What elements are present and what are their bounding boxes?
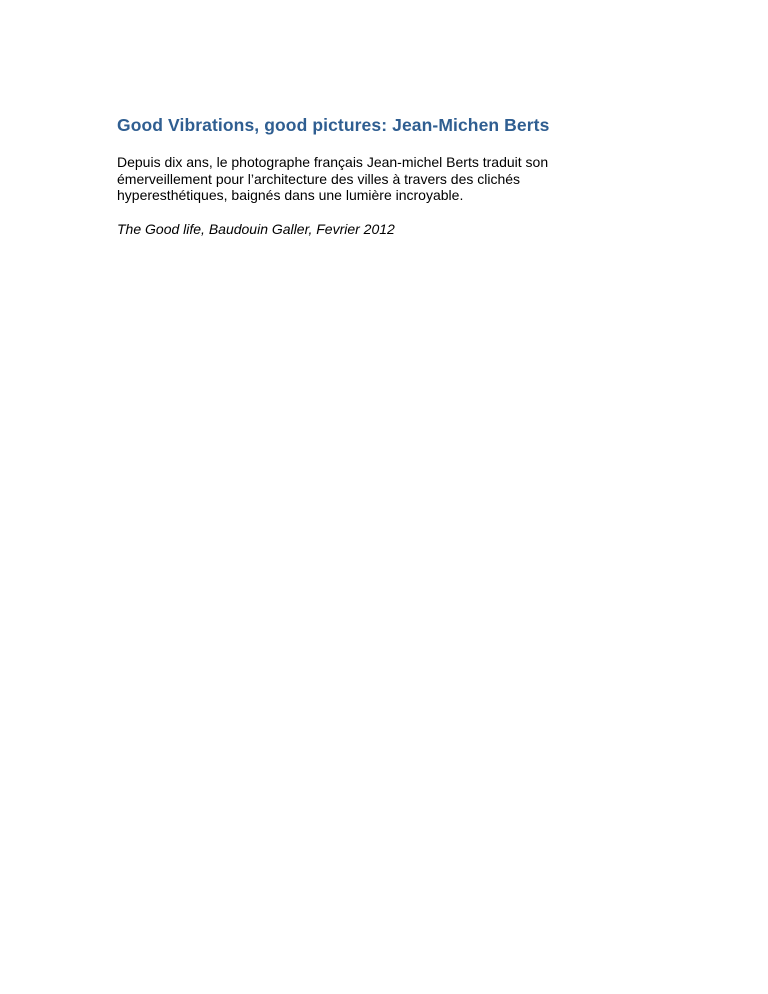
article [117,113,657,237]
article-title: Good Vibrations, good pictures: Jean-Michen Berts [117,115,550,135]
article-body: Depuis dix ans, le photographe français Jean-michel Berts traduit son émerveillement pour l’architecture des villes à travers des clichés hyperesthétiques, baignés dans une lumière incroyable. [117,154,549,203]
article-source: The Good life, Baudouin Galler, Fevrier 2012 [117,220,395,237]
